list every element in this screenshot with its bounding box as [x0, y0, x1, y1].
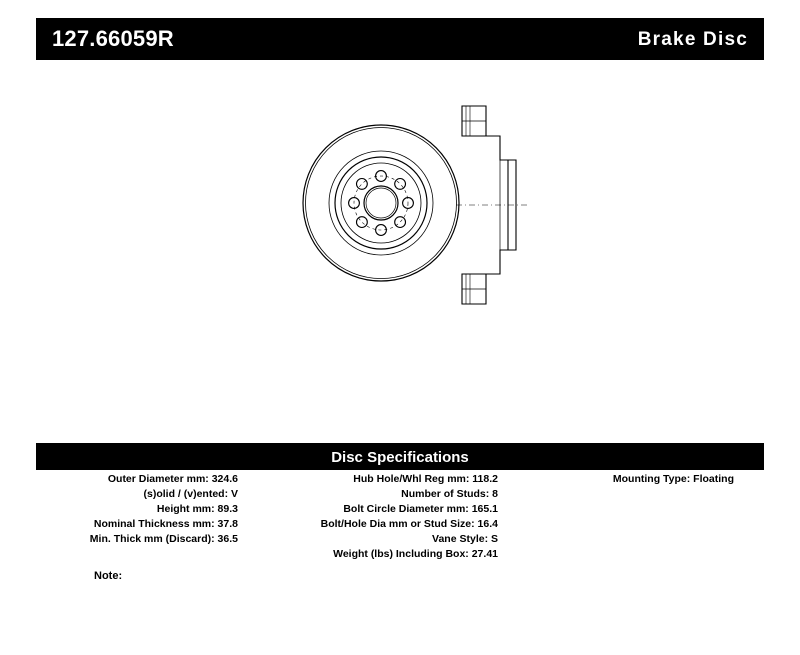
- spec-row: Min. Thick mm (Discard): 36.5: [89, 533, 238, 545]
- spec-column-middle: [242, 472, 502, 562]
- technical-drawing: [36, 70, 764, 420]
- spec-row: Height mm: 89.3: [156, 503, 238, 515]
- note-label: Note:: [94, 570, 123, 582]
- part-number: 127.66059R: [52, 26, 174, 51]
- spec-title: Disc Specifications: [36, 444, 764, 470]
- spec-row: Nominal Thickness mm: 37.8: [93, 518, 238, 530]
- spec-row: Outer Diameter mm: 324.6: [107, 473, 238, 485]
- product-type-label: Brake Disc: [637, 28, 748, 50]
- spec-column-right: [502, 472, 764, 487]
- spec-table: [36, 472, 764, 562]
- spec-row: Mounting Type: Floating: [612, 473, 734, 485]
- spec-row: Bolt/Hole Dia mm or Stud Size: 16.4: [320, 518, 498, 530]
- spec-row: Bolt Circle Diameter mm: 165.1: [343, 503, 498, 515]
- spec-row: Number of Studs: 8: [401, 488, 498, 500]
- spec-row: Weight (lbs) Including Box: 27.41: [333, 548, 498, 560]
- spec-column-left: [36, 472, 242, 547]
- spec-row: Hub Hole/Whl Reg mm: 118.2: [353, 473, 498, 485]
- spec-row: (s)olid / (v)ented: V: [143, 488, 238, 500]
- note-row: [36, 570, 764, 582]
- rotor-face-view: [301, 108, 461, 298]
- spec-row: Vane Style: S: [432, 533, 498, 545]
- title-bar: [36, 18, 764, 60]
- rotor-cross-section-view: [456, 100, 536, 310]
